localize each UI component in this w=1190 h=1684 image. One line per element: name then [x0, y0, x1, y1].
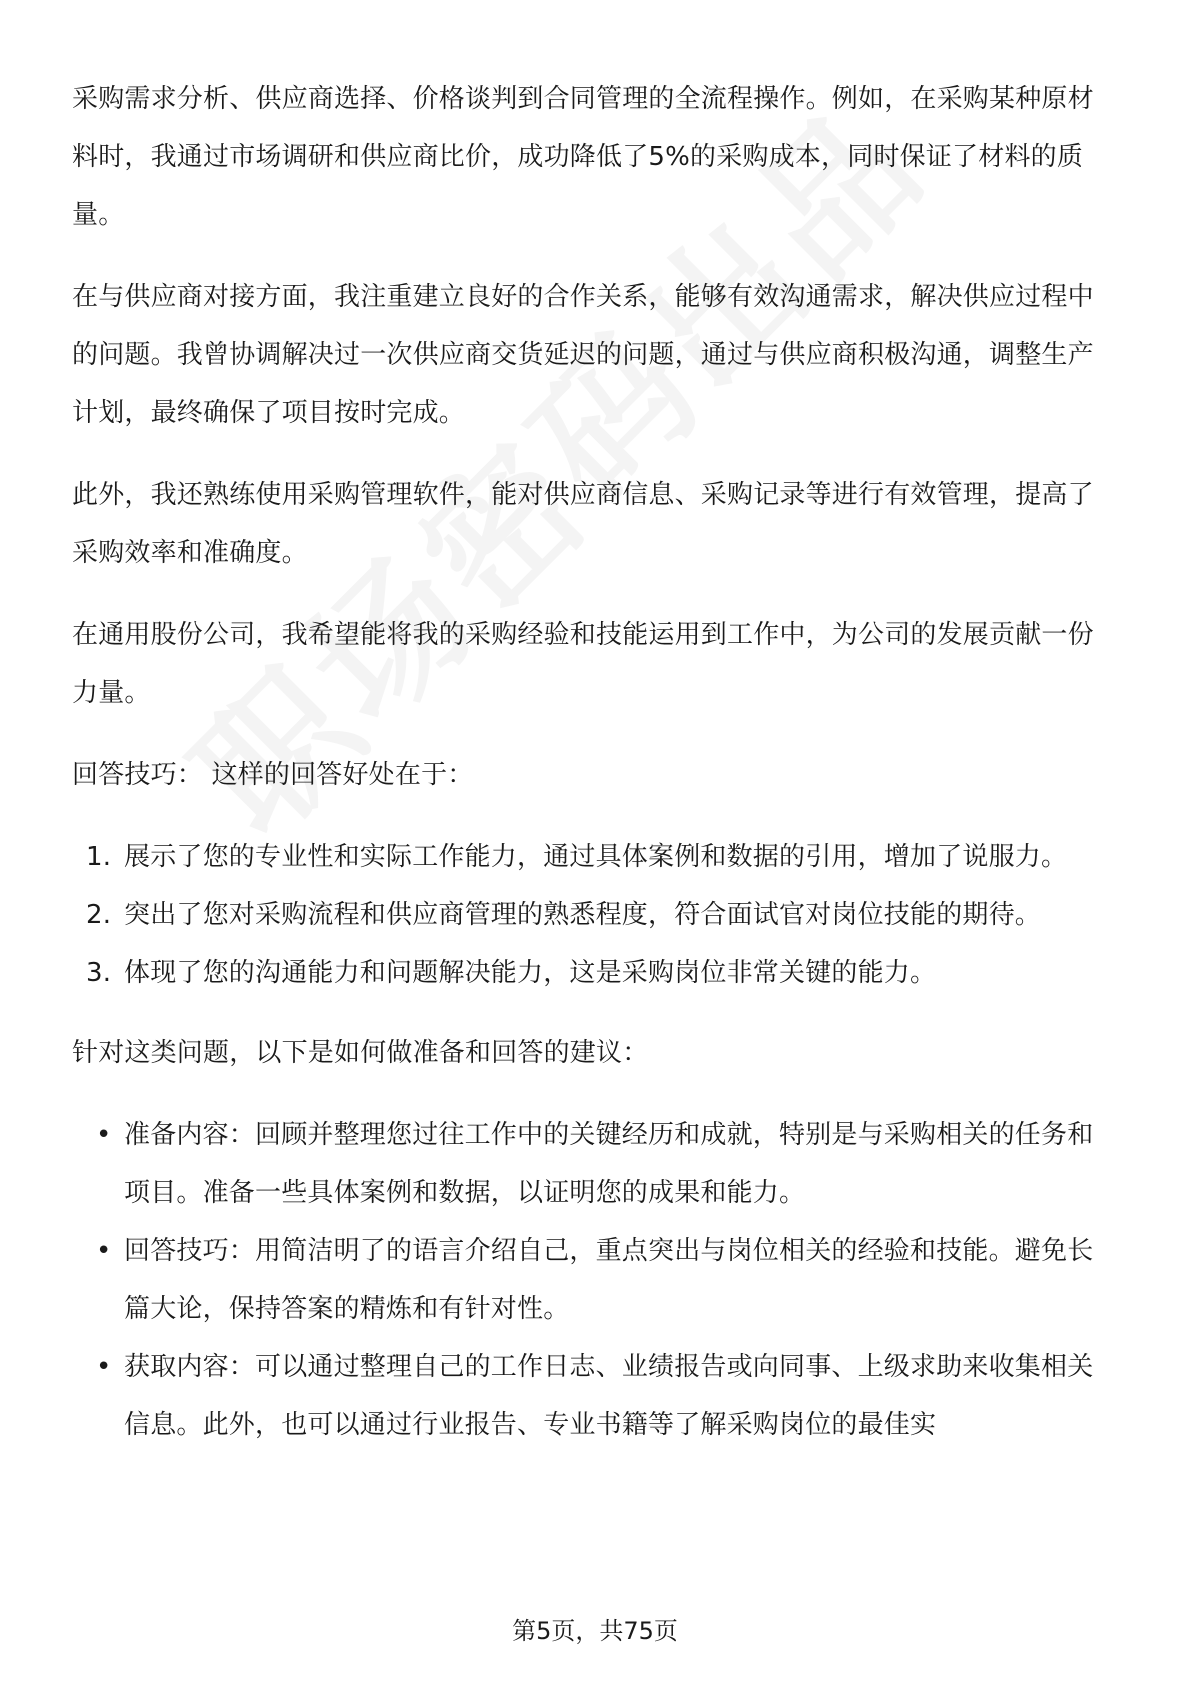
list-item-text: 获取内容：可以通过整理自己的工作日志、业绩报告或向同事、上级求助来收集相关信息。此外，也可以通过行业报告、专业书籍等了解采购岗位的最佳实	[124, 1352, 1094, 1440]
list-number: 1.	[86, 842, 112, 872]
list-item	[72, 828, 1118, 886]
list-item-text: 准备内容：回顾并整理您过往工作中的关键经历和成就，特别是与采购相关的任务和项目。准备一些具体案例和数据，以证明您的成果和能力。	[124, 1120, 1094, 1208]
list-item	[72, 1338, 1118, 1454]
page-number-footer: 第5页，共75页	[512, 1617, 678, 1645]
paragraph-software-skills: 此外，我还熟练使用采购管理软件，能对供应商信息、采购记录等进行有效管理，提高了采购效率和准确度。	[72, 480, 1094, 568]
list-item-text: 体现了您的沟通能力和问题解决能力，这是采购岗位非常关键的能力。	[124, 958, 937, 988]
paragraph-suggestions-intro: 针对这类问题，以下是如何做准备和回答的建议：	[72, 1038, 649, 1068]
list-item	[72, 886, 1118, 944]
suggestions-list	[72, 1106, 1118, 1454]
list-item	[72, 944, 1118, 1002]
answer-benefits-list	[72, 828, 1118, 1002]
list-item	[72, 1222, 1118, 1338]
list-item-text: 展示了您的专业性和实际工作能力，通过具体案例和数据的引用，增加了说服力。	[124, 842, 1068, 872]
list-item-text: 回答技巧：用简洁明了的语言介绍自己，重点突出与岗位相关的经验和技能。避免长篇大论，保持答案的精炼和有针对性。	[124, 1236, 1094, 1324]
page-content	[72, 70, 1118, 1476]
paragraph-procurement-process: 采购需求分析、供应商选择、价格谈判到合同管理的全流程操作。例如，在采购某种原材料时，我通过市场调研和供应商比价，成功降低了5%的采购成本，同时保证了材料的质量。	[72, 84, 1094, 230]
list-item	[72, 1106, 1118, 1222]
list-item-text: 突出了您对采购流程和供应商管理的熟悉程度，符合面试官对岗位技能的期待。	[124, 900, 1042, 930]
paragraph-answer-tips-intro: 回答技巧： 这样的回答好处在于：	[72, 760, 474, 790]
paragraph-company-goal: 在通用股份公司，我希望能将我的采购经验和技能运用到工作中，为公司的发展贡献一份力量。	[72, 620, 1094, 708]
bullet-icon: •	[96, 1236, 112, 1266]
list-number: 2.	[86, 900, 112, 930]
list-number: 3.	[86, 958, 112, 988]
bullet-icon: •	[96, 1120, 112, 1150]
paragraph-supplier-relations: 在与供应商对接方面，我注重建立良好的合作关系，能够有效沟通需求，解决供应过程中的问题。我曾协调解决过一次供应商交货延迟的问题，通过与供应商积极沟通，调整生产计划，最终确保了项目按时完成。	[72, 282, 1094, 428]
bullet-icon: •	[96, 1352, 112, 1382]
